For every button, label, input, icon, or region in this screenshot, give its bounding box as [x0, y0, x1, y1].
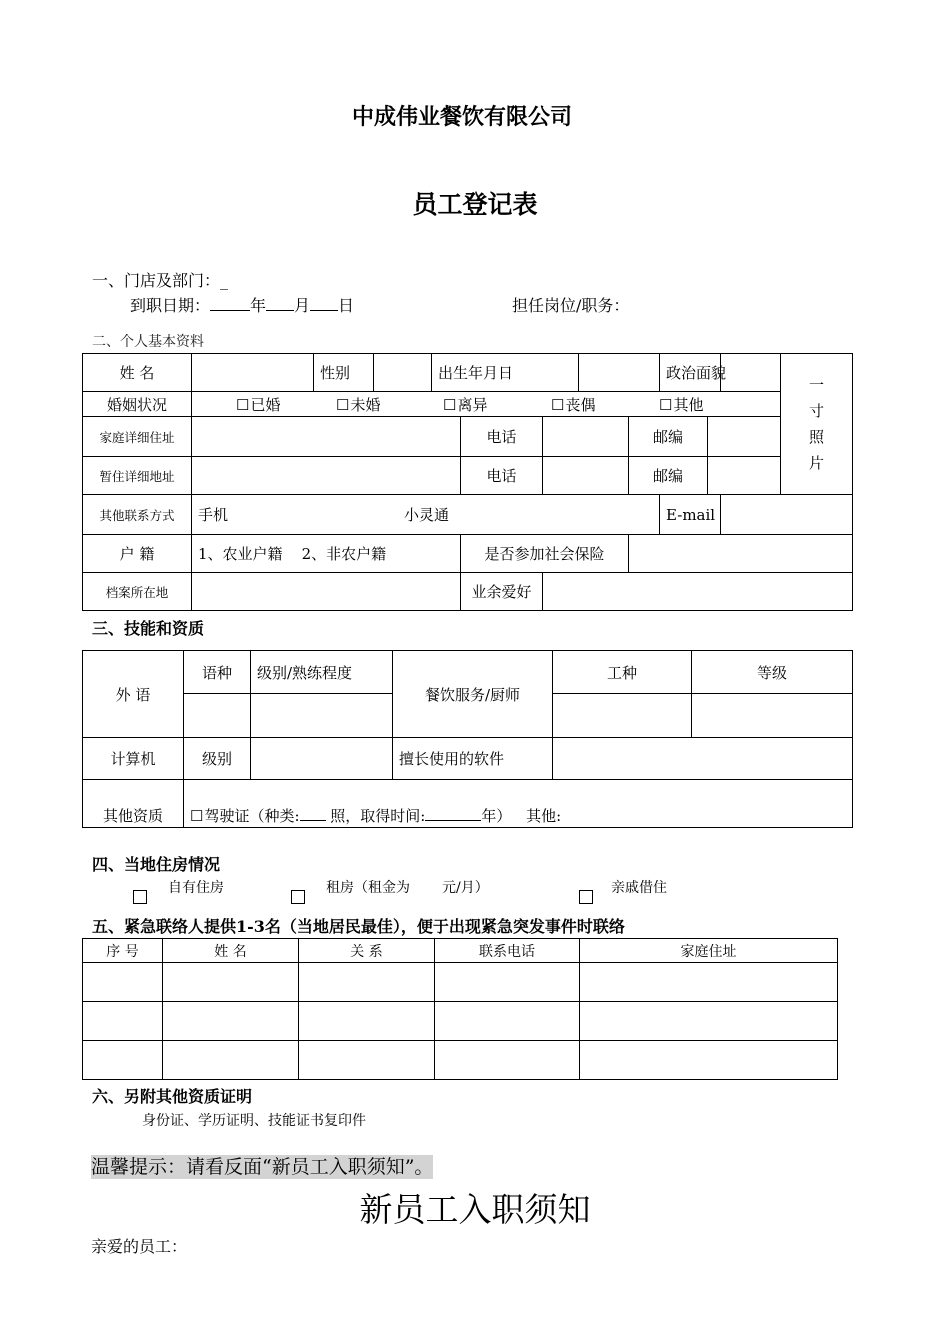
header-name: 姓 名	[163, 939, 299, 963]
relatives-checkbox[interactable]	[579, 890, 593, 904]
license-type-blank[interactable]	[300, 812, 326, 821]
home-address-field[interactable]	[192, 417, 461, 457]
language-header: 语种	[184, 651, 251, 694]
table-row	[83, 1002, 838, 1041]
license-year-blank[interactable]	[425, 812, 481, 821]
index-cell[interactable]	[83, 1002, 163, 1041]
address-cell[interactable]	[580, 1002, 838, 1041]
software-field[interactable]	[553, 738, 853, 780]
address-cell[interactable]	[580, 963, 838, 1002]
photo-char-2: 寸	[809, 402, 825, 420]
archive-field[interactable]	[192, 573, 461, 611]
name-field[interactable]	[192, 354, 314, 392]
photo-char-3: 照	[809, 428, 825, 446]
grade-field[interactable]	[692, 694, 853, 738]
political-field[interactable]	[721, 354, 781, 392]
language-field[interactable]	[184, 694, 251, 738]
join-date-line	[130, 293, 354, 316]
phone-cell[interactable]	[435, 1002, 580, 1041]
address-cell[interactable]	[580, 1041, 838, 1080]
phone-cell[interactable]	[435, 1041, 580, 1080]
name-cell[interactable]	[163, 963, 299, 1002]
relation-cell[interactable]	[299, 1002, 435, 1041]
year-label: 年	[250, 296, 267, 315]
skills-table	[82, 650, 853, 828]
temp-postcode-label: 邮编	[629, 457, 708, 495]
rent-label	[326, 877, 489, 897]
license-year-label: 年）	[481, 807, 512, 825]
other-qualification-label: 其他资质	[83, 780, 184, 828]
proficiency-header: 级别/熟练程度	[251, 651, 393, 694]
rent-checkbox[interactable]	[291, 890, 305, 904]
birth-label: 出生年月日	[432, 354, 579, 392]
unmarried-checkbox[interactable]: ☐ 未婚	[336, 394, 443, 415]
index-cell[interactable]	[83, 963, 163, 1002]
table-row	[83, 1041, 838, 1080]
temp-postcode-field[interactable]	[708, 457, 781, 495]
section-3-title: 三、技能和资质	[92, 619, 205, 638]
temp-phone-label: 电话	[461, 457, 543, 495]
post-label: 担任岗位/职务：	[512, 296, 630, 315]
marital-options	[192, 392, 781, 417]
home-phone-field[interactable]	[543, 417, 629, 457]
own-house-label: 自有住房	[168, 880, 224, 896]
license-checkbox[interactable]: ☐ 驾驶证（种类:	[190, 807, 300, 825]
greeting: 亲爱的员工：	[91, 1237, 188, 1256]
name-cell[interactable]	[163, 1002, 299, 1041]
home-phone-label: 电话	[461, 417, 543, 457]
relation-cell[interactable]	[299, 963, 435, 1002]
hukou-options[interactable]: 1、农业户籍 2、非农户籍	[192, 535, 461, 573]
rent-label-a: 租房（租金为	[326, 880, 410, 896]
relatives-label: 亲戚借住	[611, 880, 667, 896]
grade-header: 等级	[692, 651, 853, 694]
name-label: 姓 名	[83, 354, 192, 392]
photo-char-1: 一	[809, 376, 825, 394]
photo-char-4: 片	[809, 454, 825, 472]
relation-cell[interactable]	[299, 1041, 435, 1080]
attachment-items: 身份证、学历证明、技能证书复印件	[142, 1113, 366, 1129]
home-address-label: 家庭详细住址	[83, 417, 192, 457]
other-marital-checkbox[interactable]: ☐ 其他	[659, 396, 703, 414]
join-date-label: 到职日期：	[130, 296, 211, 315]
hobby-field[interactable]	[543, 573, 853, 611]
emergency-contact-table	[82, 938, 838, 1080]
mobile-label: 手机	[198, 506, 229, 524]
month-label: 月	[294, 296, 311, 315]
rent-label-b: 元/月）	[442, 880, 489, 896]
proficiency-field[interactable]	[251, 694, 393, 738]
license-date-label: 照，取得时间:	[330, 807, 426, 825]
store-label: 一、门店及部门：	[92, 271, 221, 290]
section-4-title: 四、当地住房情况	[92, 855, 221, 874]
political-label: 政治面貌	[660, 354, 721, 392]
job-type-header: 工种	[553, 651, 692, 694]
header-phone: 联系电话	[435, 939, 580, 963]
phs-label: 小灵通	[404, 506, 450, 524]
day-label: 日	[338, 296, 355, 315]
home-postcode-label: 邮编	[629, 417, 708, 457]
temp-phone-field[interactable]	[543, 457, 629, 495]
header-address: 家庭住址	[580, 939, 838, 963]
warm-tip: 温馨提示：请看反面“新员工入职须知”。	[91, 1156, 434, 1178]
foreign-language-label: 外 语	[83, 651, 184, 738]
company-name: 中成伟业餐饮有限公司	[351, 105, 572, 130]
form-title: 员工登记表	[412, 190, 538, 219]
marital-label: 婚姻状况	[83, 392, 192, 417]
header-index: 序 号	[83, 939, 163, 963]
hukou-label: 户 籍	[83, 535, 192, 573]
temp-address-label: 暂住详细地址	[83, 457, 192, 495]
qualification-other-label: 其他:	[526, 807, 562, 825]
other-contact-field[interactable]	[192, 495, 660, 535]
married-checkbox[interactable]: ☐ 已婚	[236, 394, 336, 415]
store-value[interactable]: _	[220, 271, 229, 290]
email-label: E-mail	[660, 495, 721, 535]
insurance-label: 是否参加社会保险	[461, 535, 629, 573]
computer-level-label: 级别	[184, 738, 251, 780]
section-5-title: 五、紧急联络人提供1-3名（当地居民最佳），便于出现紧急突发事件时联络	[92, 917, 625, 936]
email-field[interactable]	[721, 495, 853, 535]
widowed-checkbox[interactable]: ☐ 丧偶	[551, 394, 659, 415]
job-type-field[interactable]	[553, 694, 692, 738]
day-blank[interactable]	[310, 296, 338, 311]
section-2-title: 二、个人基本资料	[92, 334, 204, 350]
gender-field[interactable]	[374, 354, 432, 392]
divorced-checkbox[interactable]: ☐ 离异	[443, 394, 551, 415]
insurance-field[interactable]	[629, 535, 853, 573]
other-qualification-field[interactable]	[184, 780, 853, 828]
other-contact-label: 其他联系方式	[83, 495, 192, 535]
archive-label: 档案所在地	[83, 573, 192, 611]
catering-label: 餐饮服务/厨师	[393, 651, 553, 738]
computer-level-field[interactable]	[251, 738, 393, 780]
gender-label: 性别	[314, 354, 374, 392]
own-house-checkbox[interactable]	[133, 890, 147, 904]
table-row	[83, 963, 838, 1002]
personal-info-table	[82, 353, 853, 611]
store-department-line	[92, 268, 228, 291]
temp-address-field[interactable]	[192, 457, 461, 495]
phone-cell[interactable]	[435, 963, 580, 1002]
computer-label: 计算机	[83, 738, 184, 780]
index-cell[interactable]	[83, 1041, 163, 1080]
hobby-label: 业余爱好	[461, 573, 543, 611]
header-relation: 关 系	[299, 939, 435, 963]
photo-box[interactable]	[781, 354, 853, 495]
software-label: 擅长使用的软件	[393, 738, 553, 780]
notice-title: 新员工入职须知	[359, 1190, 591, 1229]
birth-field[interactable]	[579, 354, 660, 392]
year-blank[interactable]	[210, 296, 250, 311]
name-cell[interactable]	[163, 1041, 299, 1080]
month-blank[interactable]	[266, 296, 294, 311]
home-postcode-field[interactable]	[708, 417, 781, 457]
section-6-title: 六、另附其他资质证明	[92, 1087, 253, 1106]
